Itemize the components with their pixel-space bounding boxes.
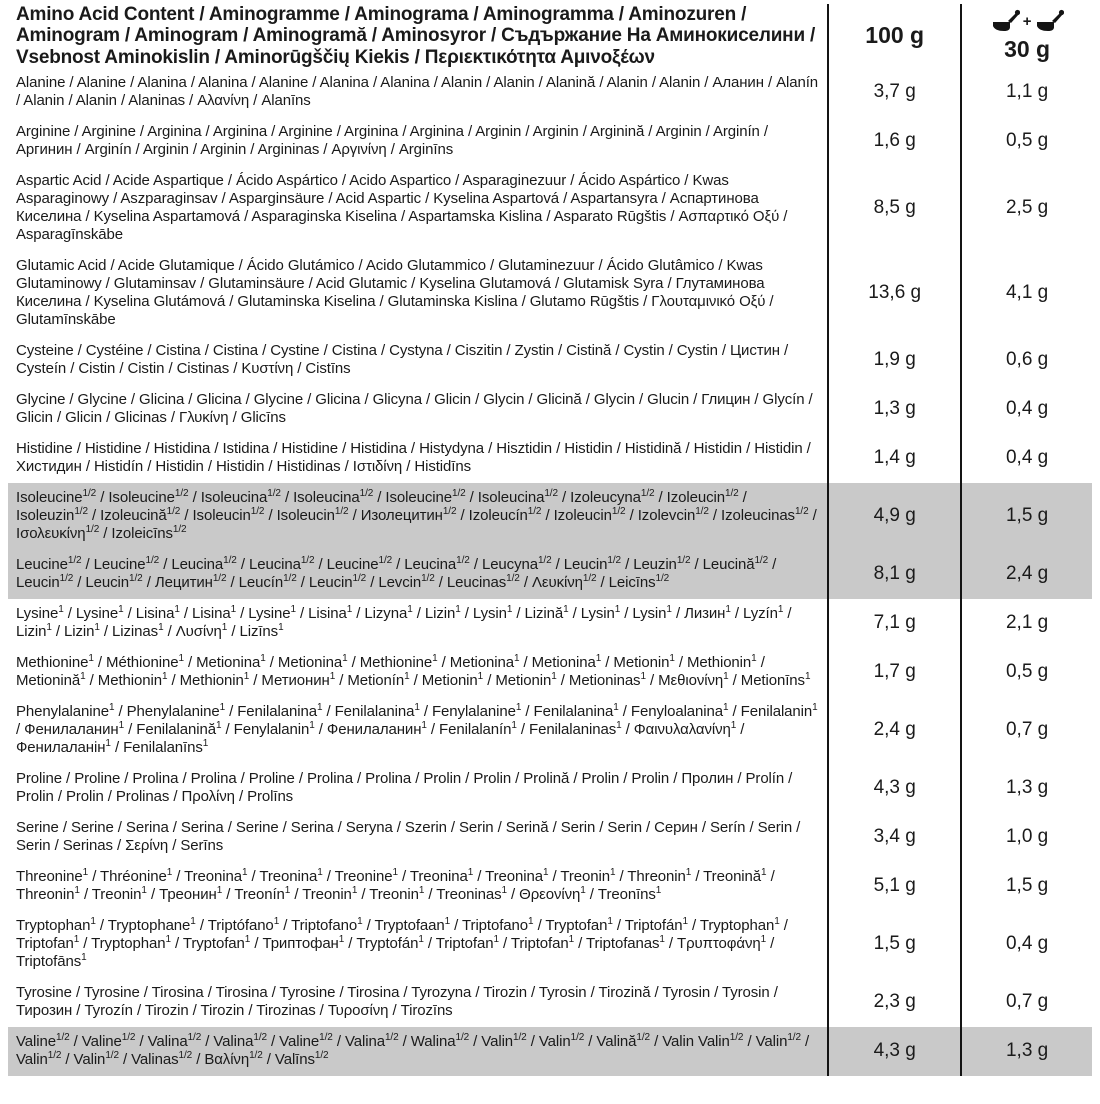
value-per-100g: 1,6 g bbox=[828, 117, 961, 166]
value-per-100g: 2,4 g bbox=[828, 697, 961, 764]
value-per-100g: 3,4 g bbox=[828, 813, 961, 862]
value-per-100g: 5,1 g bbox=[828, 862, 961, 911]
table-row bbox=[8, 911, 1092, 978]
amino-acid-names: Histidine / Histidine / Histidina / Istidina / Histidine / Histidina / Histydyna / Hisztidin / Histidin / Histidină / Histidin / Histidin / Хистидин / Histidín / Histidin / Histidin / Histidinas / Ιστιδίνη / Histidīns bbox=[16, 439, 811, 475]
value-per-30g: 0,6 g bbox=[961, 336, 1092, 385]
value-per-30g: 1,1 g bbox=[961, 68, 1092, 117]
table-row bbox=[8, 978, 1092, 1027]
amino-acid-names: Tryptophan$^1$ / Tryptophane$^1$ / Triptófano$^1$ / Triptofano$^1$ / Tryptofaan$^1$ / Triptofano$^1$ / Tryptofan$^1$ / Triptofán$^1$ / Tryptophan$^1$ / Triptofan$^1$ / Tryptophan$^1$ / Tryptofan$^1$ / Триптофан$^1$ / Tryptofán$^1$ / Triptofan$^1$ / Triptofan$^1$ / Triptofanas$^1$ / Τρυπτοφάνη$^1$ / Triptofāns$^1$ bbox=[16, 915, 788, 970]
value-per-30g: 1,5 g bbox=[961, 483, 1092, 550]
value-per-30g: 0,4 g bbox=[961, 911, 1092, 978]
scoop-plus-label: + bbox=[1022, 12, 1032, 30]
value-per-30g: 1,0 g bbox=[961, 813, 1092, 862]
value-per-30g: 0,5 g bbox=[961, 117, 1092, 166]
table-body bbox=[8, 4, 1092, 1076]
amino-acid-names: Aspartic Acid / Acide Aspartique / Ácido Aspártico / Acido Aspartico / Asparaginezuur / Ácido Aspártico / Kwas Asparaginowy / Aszparaginsav / Asparginsäure / Acid Aspartic / Kyselina Aspartová / Aspartansyra / Аспартинова Киселина / Kyselina Aspartamová / Asparaginska Kiselina / Aspartamska Kislina / Asparato Rūgštis / Ασπαρτικό Οξύ / Asparagīnskābe bbox=[16, 171, 788, 243]
amino-acid-names: Leucine$^{1/2}$ / Leucine$^{1/2}$ / Leucina$^{1/2}$ / Leucina$^{1/2}$ / Leucine$^{1/2}$ / Leucina$^{1/2}$ / Leucyna$^{1/2}$ / Leucin$^{1/2}$ / Leuzin$^{1/2}$ / Leucină$^{1/2}$ / Leucin$^{1/2}$ / Leucin$^{1/2}$ / Лецитин$^{1/2}$ / Leucín$^{1/2}$ / Leucin$^{1/2}$ / Levcin$^{1/2}$ / Leucinas$^{1/2}$ / Λευκίνη$^{1/2}$ / Leicīns$^{1/2}$ bbox=[8, 550, 828, 599]
value-per-100g: 1,5 g bbox=[828, 911, 961, 978]
amino-acid-names: Threonine$^1$ / Thréonine$^1$ / Treonina$^1$ / Treonina$^1$ / Treonine$^1$ / Treonina$^1$ / Treonina$^1$ / Treonin$^1$ / Threonin$^1$ / Treonină$^1$ / Threonin$^1$ / Treonin$^1$ / Треонин$^1$ / Treonín$^1$ / Treonin$^1$ / Treonin$^1$ / Treoninas$^1$ / Θρεονίνη$^1$ / Treonīns$^1$ bbox=[16, 866, 775, 903]
table-row bbox=[8, 764, 1092, 813]
value-per-30g: 0,7 g bbox=[961, 978, 1092, 1027]
value-per-30g: 0,4 g bbox=[961, 434, 1092, 483]
scoop-icon bbox=[1034, 9, 1064, 33]
table-row bbox=[8, 117, 1092, 166]
value-per-30g: 1,3 g bbox=[961, 764, 1092, 813]
amino-acid-names: Valine$^{1/2}$ / Valine$^{1/2}$ / Valina$^{1/2}$ / Valina$^{1/2}$ / Valine$^{1/2}$ / Valina$^{1/2}$ / Walina$^{1/2}$ / Valin$^{1/2}$ / Valin$^{1/2}$ / Valină$^{1/2}$ / Valin Valin$^{1/2}$ / Valin$^{1/2}$ / Valin$^{1/2}$ / Valin$^{1/2}$ / Valinas$^{1/2}$ / Βαλίνη$^{1/2}$ / Valīns$^{1/2}$ bbox=[8, 1027, 828, 1076]
value-per-30g: 2,4 g bbox=[961, 550, 1092, 599]
value-per-100g: 1,7 g bbox=[828, 648, 961, 697]
amino-acid-names: Tyrosine / Tyrosine / Tirosina / Tirosina / Tyrosine / Tirosina / Tyrozyna / Tirozin / Tyrosin / Tirozină / Tyrosin / Tyrosin / Тирозин / Tyrozín / Tirozin / Tirozin / Tirozinas / Τυροσίνη / Tirozīns bbox=[16, 983, 778, 1019]
value-per-100g: 3,7 g bbox=[828, 68, 961, 117]
table-row bbox=[8, 336, 1092, 385]
value-per-30g: 0,7 g bbox=[961, 697, 1092, 764]
amino-acid-names: Methionine$^1$ / Méthionine$^1$ / Metionina$^1$ / Metionina$^1$ / Methionine$^1$ / Metionina$^1$ / Metionina$^1$ / Metionin$^1$ / Methionin$^1$ / Metionină$^1$ / Methionin$^1$ / Methionin$^1$ / Метионин$^1$ / Metionín$^1$ / Metionin$^1$ / Metionin$^1$ / Metioninas$^1$ / Μεθιονίνη$^1$ / Metionīns$^1$ bbox=[16, 652, 811, 689]
value-per-100g: 2,3 g bbox=[828, 978, 961, 1027]
table-row bbox=[8, 599, 1092, 648]
table-row bbox=[8, 434, 1092, 483]
amino-acid-names: Phenylalanine$^1$ / Phenylalanine$^1$ / Fenilalanina$^1$ / Fenilalanina$^1$ / Fenylalanine$^1$ / Fenilalanina$^1$ / Fenyloalanina$^1$ / Fenilalanin$^1$ / Фенилаланин$^1$ / Fenilalanină$^1$ / Fenylalanin$^1$ / Фенилаланин$^1$ / Fenilalanín$^1$ / Fenilalaninas$^1$ / Φαινυλαλανίνη$^1$ / Фенилаланін$^1$ / Fenilalanīns$^1$ bbox=[16, 701, 818, 756]
table-row bbox=[8, 251, 1092, 336]
amino-acid-names: Cysteine / Cystéine / Cistina / Cistina / Cystine / Cistina / Cystyna / Ciszitin / Zystin / Cistină / Cystin / Cystin / Цистин / Cysteín / Cistin / Cistin / Cistinas / Κυστίνη / Cistīns bbox=[16, 341, 789, 377]
amino-acid-table-sheet bbox=[0, 4, 1100, 1104]
value-per-30g: 2,5 g bbox=[961, 166, 1092, 251]
value-per-30g: 0,5 g bbox=[961, 648, 1092, 697]
value-per-100g: 1,3 g bbox=[828, 385, 961, 434]
value-per-30g: 4,1 g bbox=[961, 251, 1092, 336]
table-title-cell: Amino Acid Content / Aminogramme / Aminograma / Aminogramma / Aminozuren / Aminogram / Aminogram / Aminogramă / Aminosyror / Съдържание На Аминокиселини / Vsebnost Aminokislin / Aminorūgščių Kiekis / Περιεκτικότητα Αμινοξέων bbox=[16, 4, 816, 68]
value-per-100g: 1,9 g bbox=[828, 336, 961, 385]
value-per-100g: 8,1 g bbox=[828, 550, 961, 599]
amino-acid-names: Serine / Serine / Serina / Serina / Serine / Serina / Seryna / Szerin / Serin / Serină / Serin / Serin / Серин / Serín / Serin / Serin / Serinas / Σερίνη / Serīns bbox=[16, 818, 801, 854]
amino-acid-names: Proline / Proline / Prolina / Prolina / Proline / Prolina / Prolina / Prolin / Prolin / Prolină / Prolin / Prolin / Пролин / Prolín / Prolin / Prolin / Prolinas / Προλίνη / Prolīns bbox=[16, 769, 793, 805]
value-per-100g: 7,1 g bbox=[828, 599, 961, 648]
value-per-30g: 2,1 g bbox=[961, 599, 1092, 648]
amino-acid-names: Arginine / Arginine / Arginina / Arginina / Arginine / Arginina / Arginina / Arginin / Arginin / Arginină / Arginin / Arginín / Аргинин / Arginín / Arginin / Arginin / Argininas / Αργινίνη / Arginīns bbox=[16, 122, 768, 158]
value-per-100g: 13,6 g bbox=[828, 251, 961, 336]
table-row bbox=[8, 483, 1092, 550]
table-row bbox=[8, 813, 1092, 862]
amino-acid-names: Lysine$^1$ / Lysine$^1$ / Lisina$^1$ / Lisina$^1$ / Lysine$^1$ / Lisina$^1$ / Lizyna$^1$ / Lizin$^1$ / Lysin$^1$ / Lizină$^1$ / Lysin$^1$ / Lysin$^1$ / Лизин$^1$ / Lyzín$^1$ / Lizin$^1$ / Lizin$^1$ / Lizinas$^1$ / Λυσίνη$^1$ / Lizīns$^1$ bbox=[16, 603, 792, 640]
table-row bbox=[8, 1027, 1092, 1076]
value-per-30g: 0,4 g bbox=[961, 385, 1092, 434]
value-per-100g: 1,4 g bbox=[828, 434, 961, 483]
table-row bbox=[8, 68, 1092, 117]
amino-acid-names: Glycine / Glycine / Glicina / Glicina / Glycine / Glicina / Glicyna / Glicin / Glycin / Glicină / Glycin / Glucin / Глицин / Glycín / Glicin / Glicin / Glicinas / Γλυκίνη / Glicīns bbox=[16, 390, 813, 426]
value-per-100g: 4,3 g bbox=[828, 764, 961, 813]
amino-acid-names: Isoleucine$^{1/2}$ / Isoleucine$^{1/2}$ / Isoleucina$^{1/2}$ / Isoleucina$^{1/2}$ / Isoleucine$^{1/2}$ / Isoleucina$^{1/2}$ / Izoleucyna$^{1/2}$ / Izoleucin$^{1/2}$ / Isoleuzin$^{1/2}$ / Izoleucină$^{1/2}$ / Isoleucin$^{1/2}$ / Isoleucin$^{1/2}$ / Изолецитин$^{1/2}$ / Izoleucín$^{1/2}$ / Izoleucin$^{1/2}$ / Izolevcin$^{1/2}$ / Izoleucinas$^{1/2}$ / Ισολευκίνη$^{1/2}$ / Izoleicīns$^{1/2}$ bbox=[8, 483, 828, 550]
value-per-30g: 1,3 g bbox=[961, 1027, 1092, 1076]
header-100g: 100 g bbox=[828, 4, 961, 68]
table-row bbox=[8, 550, 1092, 599]
scoop-icon-group bbox=[962, 8, 1092, 34]
table-row bbox=[8, 862, 1092, 911]
value-per-100g: 8,5 g bbox=[828, 166, 961, 251]
value-per-100g: 4,3 g bbox=[828, 1027, 961, 1076]
header-scoop-30g bbox=[961, 4, 1092, 68]
amino-acid-table bbox=[8, 4, 1092, 1076]
table-row bbox=[8, 697, 1092, 764]
table-row bbox=[8, 648, 1092, 697]
amino-acid-names: Alanine / Alanine / Alanina / Alanina / Alanine / Alanina / Alanina / Alanin / Alanin / Alanină / Alanin / Alanin / Аланин / Alanín / Alanin / Alanin / Alaninas / Αλανίνη / Alanīns bbox=[16, 73, 819, 109]
table-row bbox=[8, 385, 1092, 434]
amino-acid-names: Glutamic Acid / Acide Glutamique / Ácido Glutámico / Acido Glutammico / Glutaminezuur / Ácido Glutâmico / Kwas Glutaminowy / Glutaminsav / Glutaminsäure / Acid Glutamic / Kyselina Glutamová / Glutamisk Syra / Глутаминова Киселина / Kyselina Glutámová / Glutaminska Kiselina / Glutaminska Kislina / Glutamo Rūgštis / Γλουταμινικό Οξύ / Glutamīnskābe bbox=[16, 256, 774, 328]
value-per-30g: 1,5 g bbox=[961, 862, 1092, 911]
table-header-row bbox=[8, 4, 1092, 68]
table-row bbox=[8, 166, 1092, 251]
scoop-icon bbox=[990, 9, 1020, 33]
header-30g-label: 30 g bbox=[1004, 36, 1051, 63]
value-per-100g: 4,9 g bbox=[828, 483, 961, 550]
